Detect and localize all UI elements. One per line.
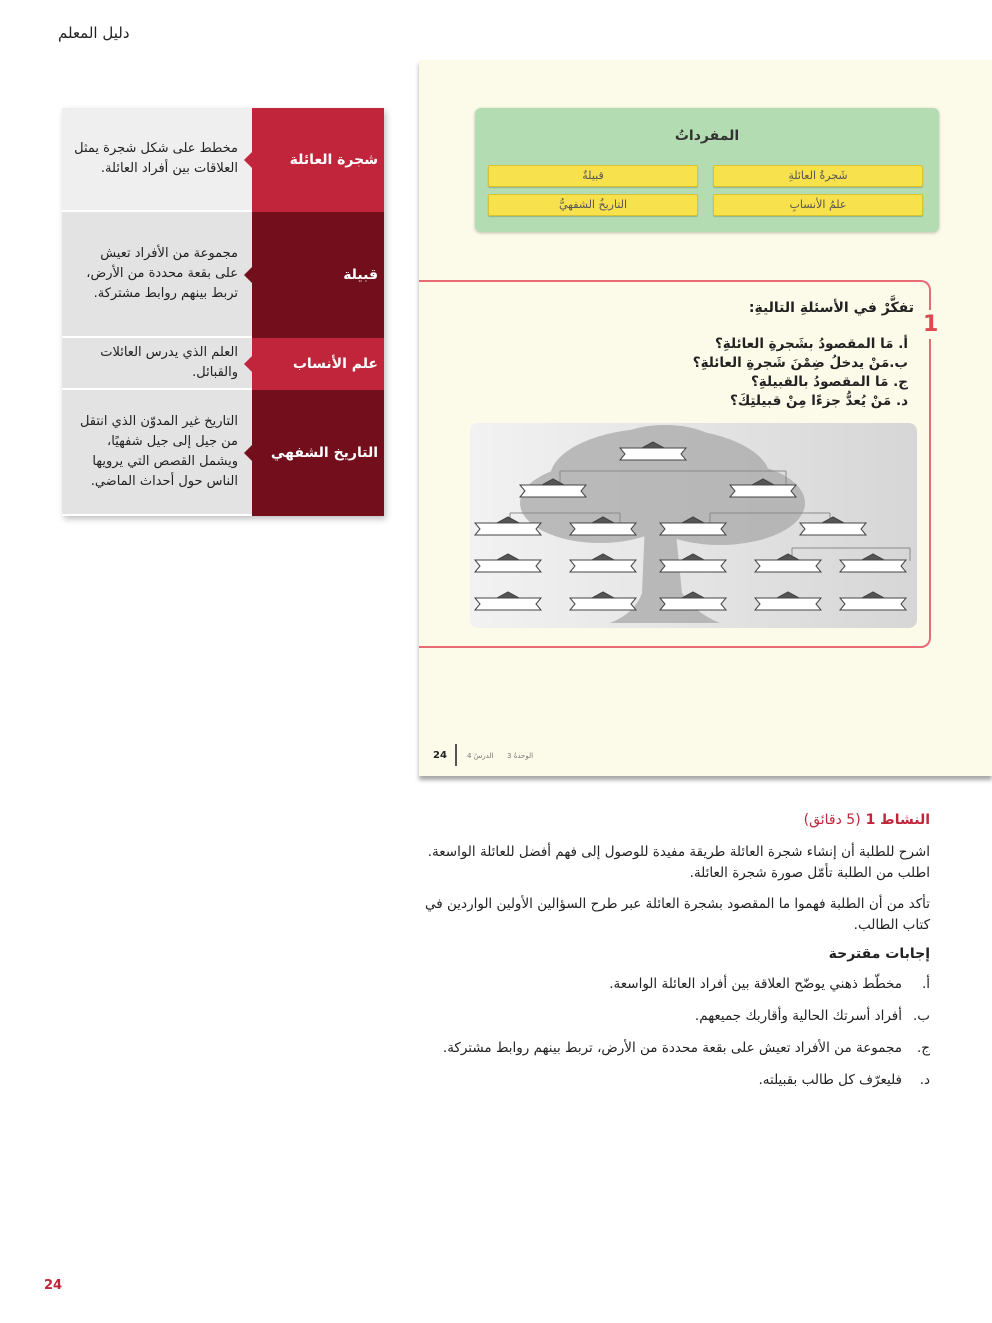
activity-paragraph: تأكد من أن الطلبة فهموا ما المقصود بشجرة العائلة عبر طرح السؤالين الأولين الواردين في كتاب الطالب. — [425, 896, 930, 933]
family-tree-banner — [520, 485, 586, 497]
family-tree-banner — [475, 598, 541, 610]
activity-name: النشاط 1 — [865, 812, 930, 828]
answers-list — [420, 974, 930, 1090]
glossary-definition: التاريخ غير المدوّن الذي انتقل من جيل إلى جيل شفهيًا، ويشمل القصص التي يرويها الناس حول أحداث الماضي. — [62, 390, 252, 516]
answer-label: ب. — [912, 1008, 930, 1024]
book-page-number: 24 — [433, 750, 447, 761]
family-tree-banner — [755, 560, 821, 572]
unit-label: الوحدةُ 3 — [507, 752, 534, 760]
family-tree-illustration — [470, 423, 917, 628]
book-page-footer — [419, 750, 992, 770]
answer-item — [420, 1038, 930, 1058]
glossary-term: علم الأنساب — [252, 338, 384, 390]
banner-roof-icon — [777, 592, 799, 598]
answer-text: فليعرّف كل طالب بقبيلته. — [758, 1072, 902, 1088]
questions-list — [693, 335, 908, 411]
glossary-row — [62, 108, 384, 212]
activity-duration: (5 دقائق) — [803, 812, 861, 828]
family-tree-banner — [660, 523, 726, 535]
family-tree-banner — [660, 598, 726, 610]
glossary-row — [62, 390, 384, 516]
banner-roof-icon — [862, 554, 884, 560]
family-tree-banner — [475, 523, 541, 535]
answer-item — [420, 1070, 930, 1090]
glossary-term: قبيلة — [252, 212, 384, 338]
answer-text: مجموعة من الأفراد تعيش على بقعة محددة من الأرض، تربط بينهم روابط مشتركة. — [442, 1040, 902, 1056]
family-tree-banner — [800, 523, 866, 535]
activity-section — [420, 812, 930, 1102]
vocabulary-chip: التاريخُ الشفهيُّ — [488, 194, 698, 216]
guide-title: دليل المعلم — [58, 24, 130, 42]
glossary-term: شجرة العائلة — [252, 108, 384, 212]
family-tree-banner — [840, 598, 906, 610]
family-tree-banner — [570, 560, 636, 572]
banner-roof-icon — [592, 554, 614, 560]
banner-roof-icon — [497, 517, 519, 523]
answer-text: مخطّط ذهني يوضّح العلاقة بين أفراد العائلة الواسعة. — [609, 976, 902, 992]
vocabulary-box — [475, 108, 939, 232]
questions-heading: تفكَّرْ في الأسئلةِ التاليةِ: — [748, 300, 914, 316]
question-number: 1 — [923, 312, 939, 337]
glossary-definition: العلم الذي يدرس العائلات والقبائل. — [62, 338, 252, 390]
glossary-definition: مخطط على شكل شجرة يمثل العلاقات بين أفراد العائلة. — [62, 108, 252, 212]
glossary-term: التاريخ الشفهي — [252, 390, 384, 516]
lesson-label: الدرسُ 4 — [467, 752, 494, 760]
answer-label: أ. — [921, 976, 930, 992]
family-tree-banner — [570, 523, 636, 535]
vocabulary-title: المفرداتُ — [674, 128, 740, 144]
family-tree-banner — [755, 598, 821, 610]
vocabulary-chip: قبيلةٌ — [488, 165, 698, 187]
banner-roof-icon — [822, 517, 844, 523]
banner-roof-icon — [682, 554, 704, 560]
activity-title — [420, 812, 930, 828]
activity-paragraph: اشرح للطلبة أن إنشاء شجرة العائلة طريقة مفيدة للوصول إلى فهم أفضل للعائلة الواسعة. اطلب من الطلبة تأمّل صورة شجرة العائلة. — [427, 844, 930, 881]
question-item: أ. مَا المقصودُ بشَجرةِ العائلةِ؟ — [714, 336, 908, 352]
family-tree-banner — [840, 560, 906, 572]
banner-roof-icon — [592, 592, 614, 598]
answer-label: د. — [919, 1072, 930, 1088]
question-item: ب.مَنْ يدخلُ ضِمْنَ شَجرةِ العائلةِ؟ — [692, 355, 908, 371]
answer-item — [420, 974, 930, 994]
glossary-row — [62, 338, 384, 390]
glossary-definition: مجموعة من الأفراد تعيش على بقعة محددة من الأرض، تربط بينهم روابط مشتركة. — [62, 212, 252, 338]
family-tree-banner — [730, 485, 796, 497]
family-tree-banner — [660, 560, 726, 572]
question-item: د. مَنْ يُعدُّ جزءًا مِنْ قبيلتِكَ؟ — [730, 393, 908, 409]
family-tree-banner — [620, 448, 686, 460]
family-tree-svg — [470, 423, 917, 628]
family-tree-banner — [570, 598, 636, 610]
glossary-row — [62, 212, 384, 338]
banner-roof-icon — [497, 592, 519, 598]
page-number: 24 — [44, 1278, 63, 1293]
family-tree-banner — [475, 560, 541, 572]
question-item: ج. مَا المقصودُ بالقبيلةِ؟ — [750, 374, 908, 390]
banner-roof-icon — [497, 554, 519, 560]
answer-item — [420, 1006, 930, 1026]
footer-divider — [455, 744, 457, 766]
banner-roof-icon — [682, 592, 704, 598]
answers-title: إجابات مقترحة — [828, 946, 930, 962]
banner-roof-icon — [862, 592, 884, 598]
vocabulary-chip: علمُ الأنسابِ — [713, 194, 923, 216]
banner-roof-icon — [777, 554, 799, 560]
student-book-page — [419, 60, 992, 776]
answer-text: أفراد أسرتك الحالية وأقاربك جميعهم. — [694, 1008, 902, 1024]
vocabulary-chip: شَجرةُ العائلةِ — [713, 165, 923, 187]
glossary-table — [62, 108, 384, 516]
answer-label: ج. — [916, 1040, 930, 1056]
